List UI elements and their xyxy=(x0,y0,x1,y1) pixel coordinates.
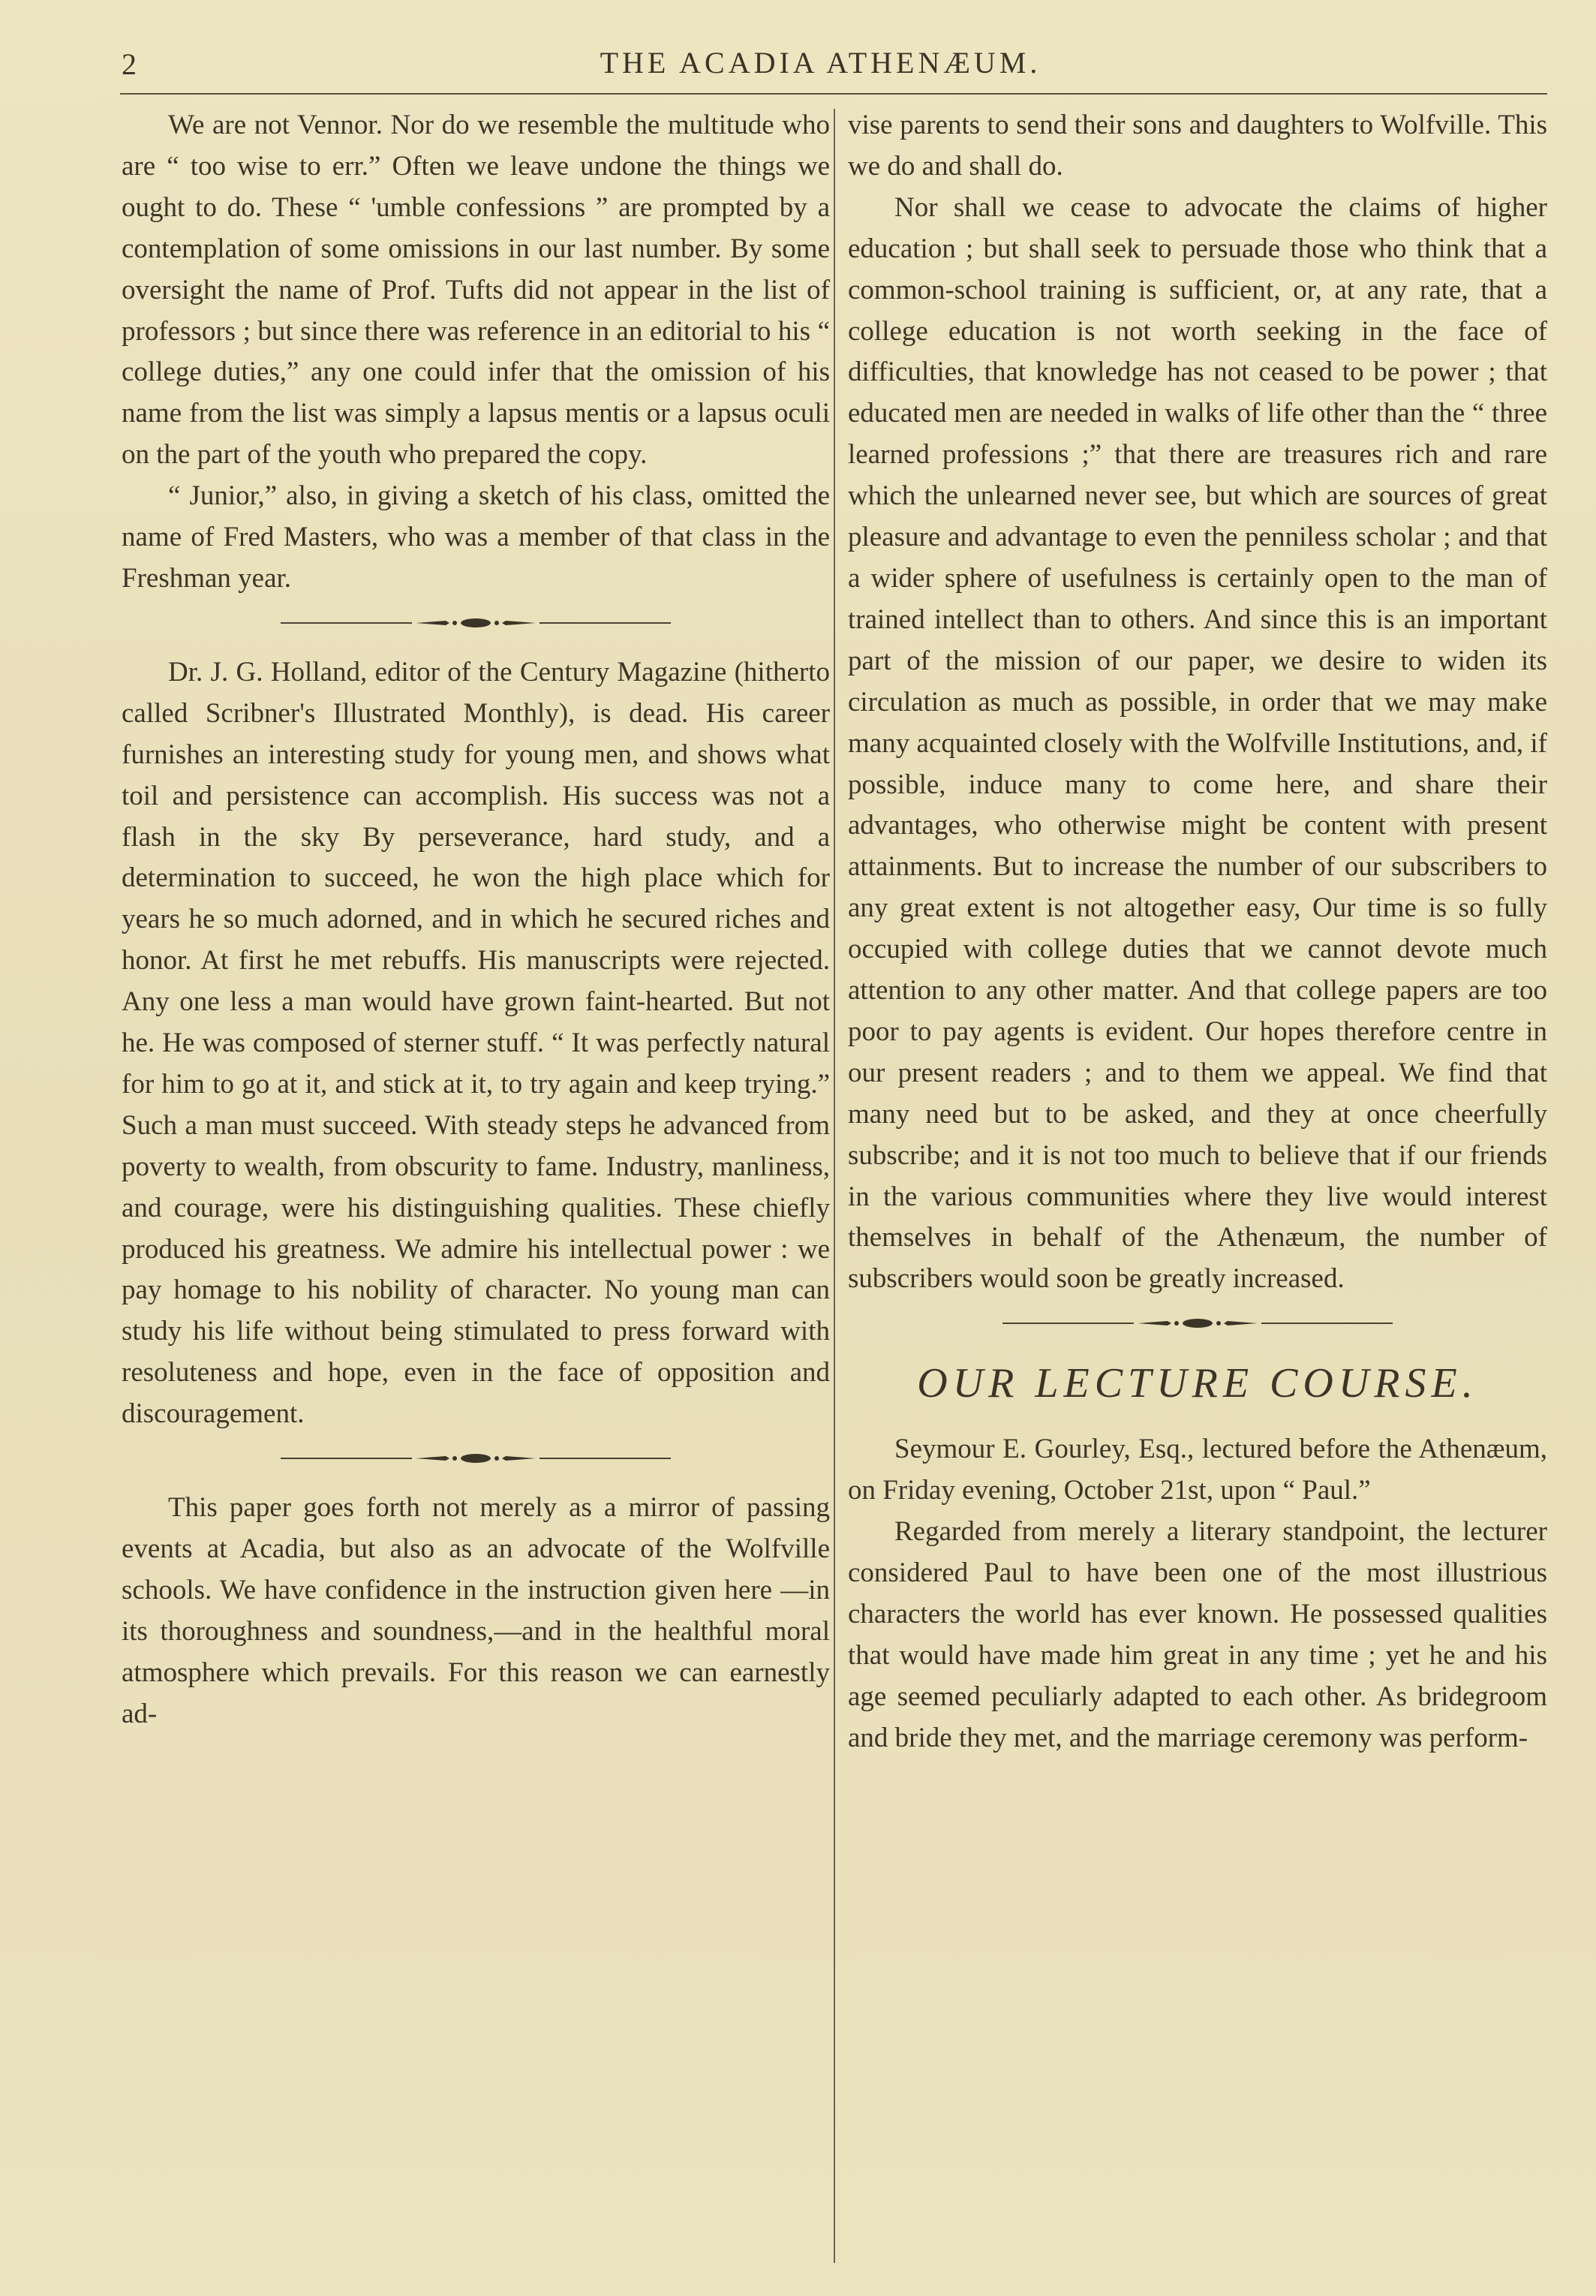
editorial-holland: Dr. J. G. Holland, editor of the Century Magazine (hitherto called Scribner's Illustrated Monthly), is dead. His career furnishes an interesting study for young men, and shows what toil and persistence can accomplish. His success was not a flash in the sky By perseverance, hard study, and a determination to succeed, he won the high place which for years he so much adorned, and in which he secured riches and honor. At first he met rebuffs. His manuscripts were rejected. Any one less a man would have grown faint-hearted. But not he. He was composed of sterner stuff. “ It was perfectly natural for him to go at it, and stick at it, to try again and keep trying.” Such a man must succeed. With steady steps he advanced from poverty to wealth, from obscurity to fame. Industry, manliness, and courage, were his distinguishing qualities. These chiefly produced his greatness. We admire his intellectual power : we pay homage to his nobility of character. No young man can study his life without being stimulated to press forward with resoluteness and hope, even in the face of opposition and discouragement. xyxy=(122,656,830,1430)
editorial-junior: “ Junior,” also, in giving a sketch of his class, omitted the name of Fred Masters, who was a member of that class in the Freshman year. xyxy=(122,480,830,594)
section-title: OUR LECTURE COURSE. xyxy=(917,1360,1478,1407)
editorial-paper-mission: This paper goes forth not merely as a mirror of passing events at Acadia, but also as an advocate of the Wolfville schools. We have confidence in the instruction given here —in its thoroughness and soundness,—and in the healthful moral atmosphere which prevails. For this reason we can earnestly ad- xyxy=(122,1492,830,1729)
page-number: 2 xyxy=(122,47,137,81)
section-ornament xyxy=(122,601,830,645)
editorial-vennor: We are not Vennor. Nor do we resemble the multitude who are “ too wise to err.” Often we leave undone the things we ought to do. These “ 'umble confessions ” are prompted by a contemplation of some omissions in our last number. By some oversight the name of Prof. Tufts did not appear in the list of professors ; but since there was reference in an editorial to his “ college duties,” any one could infer that the omission of his name from the list was simply a lapsus mentis or a lapsus oculi on the part of the youth who prepared the copy. xyxy=(122,110,830,471)
header-rule xyxy=(120,93,1547,95)
column-divider xyxy=(834,109,835,2263)
running-head-title: THE ACADIA ATHENÆUM. xyxy=(600,46,1041,80)
left-column xyxy=(122,105,830,1735)
lecture-intro: Seymour E. Gourley, Esq., lectured before the Athenæum, on Friday evening, October 21st, upon “ Paul.” xyxy=(848,1434,1547,1506)
editorial-higher-education: Nor shall we cease to advocate the claims of higher education ; but shall seek to persuade those who think that a common-school training is sufficient, or, at any rate, that a college education is not worth seeking in the face of difficulties, that knowledge has not ceased to be power ; that educated men are needed in walks of life other than the “ three learned professions ;” that there are treasures rich and rare which the unlearned never see, but which are sources of great pleasure and advantage to even the penniless scholar ; and that a wider sphere of usefulness is certainly open to the man of trained intellect than to others. And since this is an important part of the mission of our paper, we desire to widen its circulation as much as possible, in order that we may make many acquainted closely with the Wolfville Institutions, and, if possible, induce many to come here, and share their advantages, who otherwise might be content with present attainments. But to increase the number of our subscribers to any great extent is not altogether easy, Our time is so fully occupied with college duties that we cannot devote much attention to any other matter. And that college papers are too poor to pay agents is evident. Our hopes therefore centre in our present readers ; and to them we appeal. We find that many need but to be asked, and they at once cheerfully subscribe; and it is not too much to believe that if our friends in the various communities where they live would interest themselves in behalf of the Athenæum, the number of subscribers would soon be greatly increased. xyxy=(848,191,1547,1295)
lecture-body: Regarded from merely a literary standpoint, the lecturer considered Paul to have been one of the most illustrious characters the world has ever known. He possessed qualities that would have made him great in any time ; yet he and his age seemed peculiarly adapted to each other. As bridegroom and bride they met, and the marriage ceremony was perform- xyxy=(848,1516,1547,1753)
right-column xyxy=(848,105,1547,1759)
editorial-continuation: vise parents to send their sons and daughters to Wolfville. This we do and shall do. xyxy=(848,110,1547,182)
section-ornament xyxy=(122,1437,830,1480)
section-ornament xyxy=(848,1301,1547,1345)
